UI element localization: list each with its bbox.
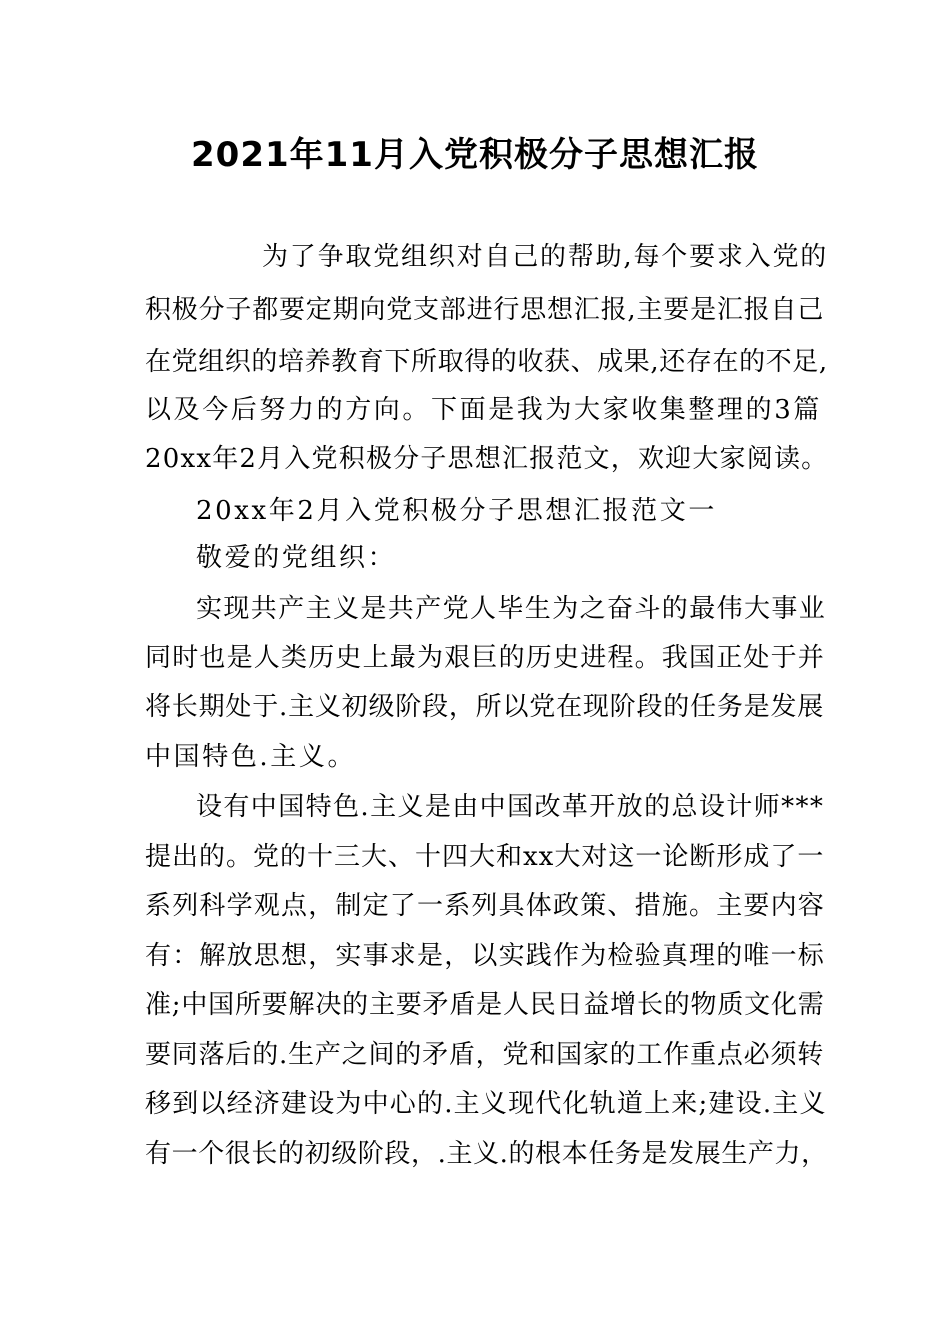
- paragraph-line: 提出的。党的十三大、十四大和xx大对这一论断形成了一: [145, 842, 825, 872]
- paragraph-line: 移到以经济建设为中心的.主义现代化轨道上来;建设.主义: [145, 1089, 827, 1119]
- paragraph-line: 准;中国所要解决的主要矛盾是人民日益增长的物质文化需: [145, 990, 825, 1020]
- paragraph-line: 20xx年2月入党积极分子思想汇报范文，欢迎大家阅读。: [145, 444, 829, 474]
- salutation: 敬爱的党组织：: [196, 543, 397, 573]
- paragraph-line: 系列科学观点，制定了一系列具体政策、措施。主要内容: [145, 891, 826, 921]
- paragraph-line: 积极分子都要定期向党支部进行思想汇报,主要是汇报自己: [145, 295, 825, 325]
- paragraph-line: 要同落后的.生产之间的矛盾，党和国家的工作重点必须转: [145, 1040, 825, 1070]
- document-title: 2021年11月入党积极分子思想汇报: [191, 135, 759, 175]
- paragraph-line: 将长期处于.主义初级阶段，所以党在现阶段的任务是发展: [145, 692, 825, 722]
- paragraph-line: 有一个很长的初级阶段，.主义.的根本任务是发展生产力，: [145, 1139, 828, 1169]
- paragraph-line: 在党组织的培养教育下所取得的收获、成果,还存在的不足,: [145, 347, 828, 377]
- paragraph-line: 实现共产主义是共产党人毕生为之奋斗的最伟大事业: [196, 594, 827, 624]
- paragraph-line: 以及今后努力的方向。下面是我为大家收集整理的3篇: [145, 395, 822, 425]
- paragraph-line: 为了争取党组织对自己的帮助,每个要求入党的: [262, 242, 829, 272]
- paragraph-line: 同时也是人类历史上最为艰巨的历史进程。我国正处于并: [145, 643, 826, 673]
- paragraph-line: 中国特色.主义。: [145, 742, 357, 772]
- section-heading: 20xx年2月入党积极分子思想汇报范文一: [196, 496, 717, 526]
- paragraph-line: 设有中国特色.主义是由中国改革开放的总设计师***: [196, 792, 825, 822]
- paragraph-line: 有：解放思想，实事求是，以实践作为检验真理的唯一标: [145, 941, 826, 971]
